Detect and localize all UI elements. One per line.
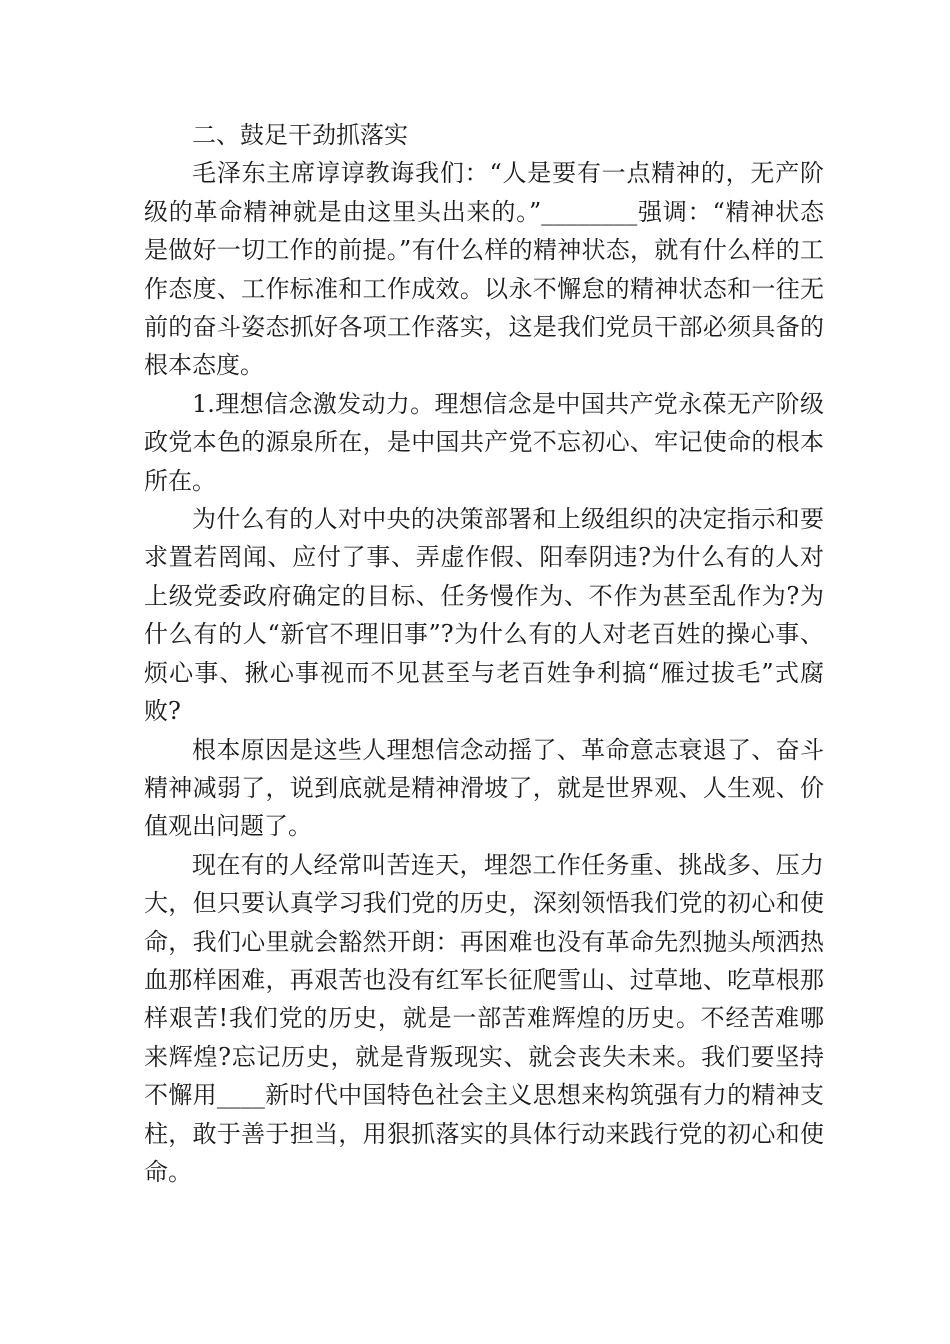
paragraph-2: 1.理想信念激发动力。理想信念是中国共产党永葆无产阶级政党本色的源泉所在，是中国共产党不忘初心、牢记使命的根本所在。 — [144, 389, 824, 495]
section-heading: 二、鼓足干劲抓落实 — [192, 121, 408, 149]
document-body — [144, 116, 824, 1191]
paragraph-5: 现在有的人经常叫苦连天，埋怨工作任务重、挑战多、压力大，但只要认真学习我们党的历史，深刻领悟我们党的初心和使命，我们心里就会豁然开朗：再困难也没有革命先烈抛头颅洒热血那样困难，再艰苦也没有红军长征爬雪山、过草地、吃草根那样艰苦!我们党的历史，就是一部苦难辉煌的历史。不经苦难哪来辉煌?忘记历史，就是背叛现实、就会丧失未来。我们要坚持不懈用____新时代中国特色社会主义思想来构筑强有力的精神支柱，敢于善于担当，用狠抓落实的具体行动来践行党的初心和使命。 — [144, 850, 824, 1186]
paragraph-4: 根本原因是这些人理想信念动摇了、革命意志衰退了、奋斗精神减弱了，说到底就是精神滑坡了，就是世界观、人生观、价值观出问题了。 — [144, 735, 824, 841]
paragraph-3: 为什么有的人对中央的决策部署和上级组织的决定指示和要求置若罔闻、应付了事、弄虚作假、阳奉阴违?为什么有的人对上级党委政府确定的目标、任务慢作为、不作为甚至乱作为?为什么有的人“新官不理旧事”?为什么有的人对老百姓的操心事、烦心事、揪心事视而不见甚至与老百姓争利搞“雁过拔毛”式腐败? — [144, 505, 824, 726]
paragraph-1: 毛泽东主席谆谆教诲我们：“人是要有一点精神的，无产阶级的革命精神就是由这里头出来的。”________强调：“精神状态是做好一切工作的前提。”有什么样的精神状态，就有什么样的工作态度、工作标准和工作成效。以永不懈怠的精神状态和一往无前的奋斗姿态抓好各项工作落实，这是我们党员干部必须具备的根本态度。 — [144, 159, 824, 380]
